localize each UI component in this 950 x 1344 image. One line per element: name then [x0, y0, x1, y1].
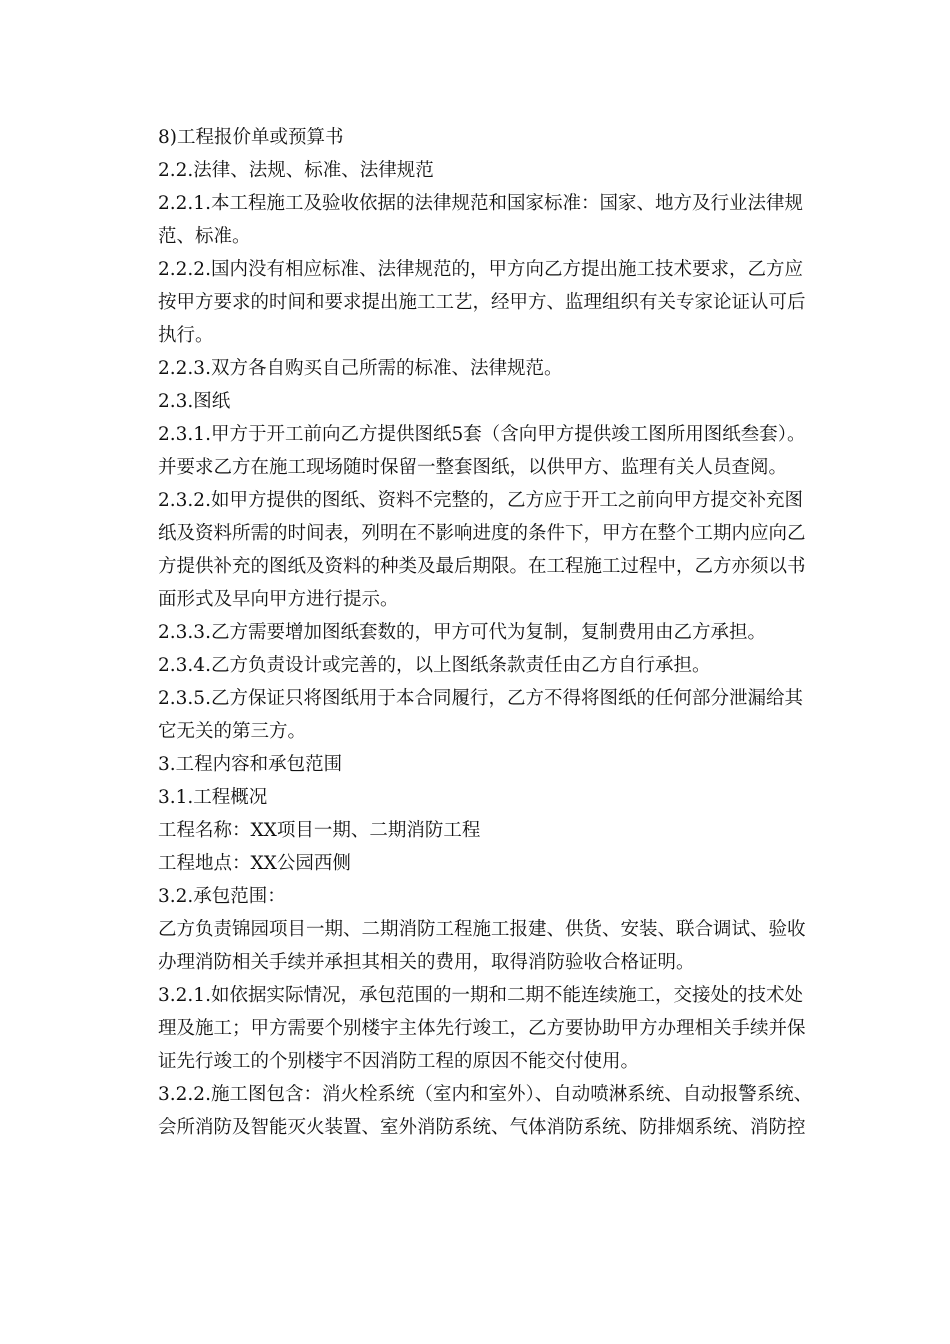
section-heading: 2.2.法律、法规、标准、法律规范 — [158, 160, 434, 181]
text-line: 2.3.2.如甲方提供的图纸、资料不完整的，乙方应于开工之前向甲方提交补充图 — [158, 490, 803, 511]
section-heading: 3.2.承包范围： — [158, 886, 286, 907]
text-line: 2.2.2.国内没有相应标准、法律规范的，甲方向乙方提出施工技术要求，乙方应 — [158, 259, 803, 280]
document-body — [158, 121, 858, 1144]
text-line: 2.2.1.本工程施工及验收依据的法律规范和国家标准：国家、地方及行业法律规 — [158, 193, 803, 214]
section-heading: 3.工程内容和承包范围 — [158, 754, 343, 775]
text-line: 并要求乙方在施工现场随时保留一整套图纸，以供甲方、监理有关人员查阅。 — [158, 457, 788, 478]
text-line: 3.2.2.施工图包含：消火栓系统（室内和室外）、自动喷淋系统、自动报警系统、 — [158, 1084, 813, 1105]
text-line: 2.2.3.双方各自购买自己所需的标准、法律规范。 — [158, 358, 563, 379]
text-line: 工程名称：XX项目一期、二期消防工程 — [158, 820, 481, 841]
text-line: 会所消防及智能灭火装置、室外消防系统、气体消防系统、防排烟系统、消防控 — [158, 1117, 806, 1138]
text-line: 2.3.1.甲方于开工前向乙方提供图纸5套（含向甲方提供竣工图所用图纸叁套）。 — [158, 424, 806, 445]
section-heading: 3.1.工程概况 — [158, 787, 268, 808]
text-line: 乙方负责锦园项目一期、二期消防工程施工报建、供货、安装、联合调试、验收 — [158, 919, 806, 940]
text-line: 证先行竣工的个别楼宇不因消防工程的原因不能交付使用。 — [158, 1051, 640, 1072]
text-line: 它无关的第三方。 — [158, 721, 307, 742]
text-line: 面形式及早向甲方进行提示。 — [158, 589, 399, 610]
text-line: 范、标准。 — [158, 226, 251, 247]
text-line: 8)工程报价单或预算书 — [158, 127, 344, 148]
text-line: 方提供补充的图纸及资料的种类及最后期限。在工程施工过程中，乙方亦须以书 — [158, 556, 806, 577]
text-line: 理及施工；甲方需要个别楼宇主体先行竣工，乙方要协助甲方办理相关手续并保 — [158, 1018, 806, 1039]
text-line: 2.3.5.乙方保证只将图纸用于本合同履行，乙方不得将图纸的任何部分泄漏给其 — [158, 688, 803, 709]
text-line: 工程地点：XX公园西侧 — [158, 853, 351, 874]
text-line: 执行。 — [158, 325, 214, 346]
text-line: 按甲方要求的时间和要求提出施工工艺，经甲方、监理组织有关专家论证认可后 — [158, 292, 806, 313]
text-line: 纸及资料所需的时间表，列明在不影响进度的条件下，甲方在整个工期内应向乙 — [158, 523, 806, 544]
text-line: 2.3.4.乙方负责设计或完善的，以上图纸条款责任由乙方自行承担。 — [158, 655, 711, 676]
section-heading: 2.3.图纸 — [158, 391, 231, 412]
text-line: 办理消防相关手续并承担其相关的费用，取得消防验收合格证明。 — [158, 952, 695, 973]
text-line: 3.2.1.如依据实际情况，承包范围的一期和二期不能连续施工，交接处的技术处 — [158, 985, 803, 1006]
text-line: 2.3.3.乙方需要增加图纸套数的，甲方可代为复制，复制费用由乙方承担。 — [158, 622, 766, 643]
